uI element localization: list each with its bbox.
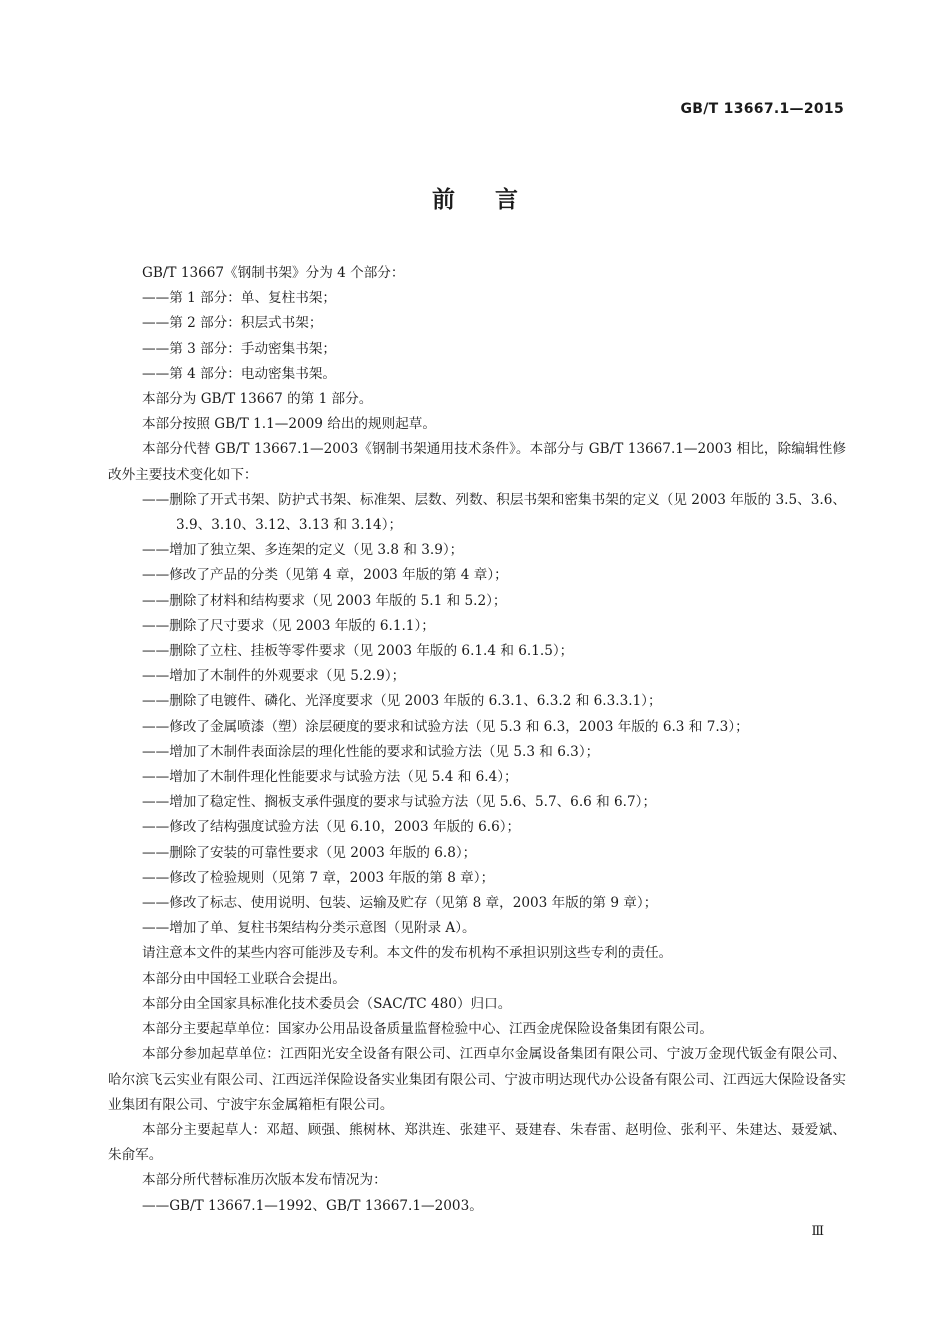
list-item: ——第 1 部分：单、复柱书架； bbox=[142, 290, 337, 307]
parts-intro: GB/T 13667《钢制书架》分为 4 个部分： bbox=[142, 265, 405, 281]
change-item: ——修改了标志、使用说明、包装、运输及贮存（见第 8 章，2003 年版的第 9 章）； bbox=[142, 895, 658, 912]
patent-notice: 请注意本文件的某些内容可能涉及专利。本文件的发布机构不承担识别这些专利的责任。 bbox=[142, 945, 673, 962]
change-item: ——增加了独立架、多连架的定义（见 3.8 和 3.9）； bbox=[142, 542, 464, 559]
this-part-statement: 本部分为 GB/T 13667 的第 1 部分。 bbox=[142, 391, 373, 408]
foreword-body bbox=[108, 261, 846, 1219]
change-item: ——增加了木制件的外观要求（见 5.2.9）； bbox=[142, 668, 406, 685]
list-item: ——第 3 部分：手动密集书架； bbox=[142, 340, 337, 357]
change-item: ——增加了木制件表面涂层的理化性能的要求和试验方法（见 5.3 和 6.3）； bbox=[142, 743, 600, 760]
history-intro: 本部分所代替标准历次版本发布情况为： bbox=[142, 1172, 387, 1189]
change-item: ——删除了尺寸要求（见 2003 年版的 6.1.1）； bbox=[142, 617, 435, 634]
change-item: ——删除了材料和结构要求（见 2003 年版的 5.1 和 5.2）； bbox=[142, 592, 507, 609]
change-item: ——增加了木制件理化性能要求与试验方法（见 5.4 和 6.4）； bbox=[142, 769, 518, 786]
history-item: ——GB/T 13667.1—1992、GB/T 13667.1—2003。 bbox=[142, 1197, 483, 1214]
change-item: ——删除了开式书架、防护式书架、标准架、层数、列数、积层书架和密集书架的定义（见 2003 年版的 3.5、3.6、3.9、3.10、3.12、3.13 和 3.14）； bbox=[142, 491, 846, 534]
change-item: ——修改了检验规则（见第 7 章，2003 年版的第 8 章）； bbox=[142, 869, 495, 886]
drafting-rules-statement: 本部分按照 GB/T 1.1—2009 给出的规则起草。 bbox=[142, 416, 436, 433]
change-item: ——增加了单、复柱书架结构分类示意图（见附录 A）。 bbox=[142, 920, 476, 937]
change-item: ——修改了结构强度试验方法（见 6.10，2003 年版的 6.6）； bbox=[142, 819, 521, 836]
list-item: ——第 2 部分：积层式书架； bbox=[142, 315, 323, 332]
proposed-by: 本部分由中国轻工业联合会提出。 bbox=[142, 970, 346, 987]
change-item: ——删除了电镀件、磷化、光泽度要求（见 2003 年版的 6.3.1、6.3.2 和 6.3.3.1）； bbox=[142, 693, 662, 710]
page-title: 前言 bbox=[432, 187, 558, 213]
main-drafters: 本部分主要起草人：邓超、顾强、熊树林、郑洪连、张建平、聂建春、朱春雷、赵明俭、张利平、朱建达、聂爱斌、朱俞军。 bbox=[108, 1121, 846, 1164]
change-item: ——删除了安装的可靠性要求（见 2003 年版的 6.8）； bbox=[142, 844, 477, 861]
participating-units: 本部分参加起草单位：江西阳光安全设备有限公司、江西卓尔金属设备集团有限公司、宁波万金现代钣金有限公司、哈尔滨飞云实业有限公司、江西远洋保险设备实业集团有限公司、宁波市明达现代办公设备有限公司、江西远大保险设备实业集团有限公司、宁波宇东金属箱柜有限公司。 bbox=[108, 1046, 846, 1113]
change-item: ——修改了产品的分类（见第 4 章，2003 年版的第 4 章）； bbox=[142, 567, 508, 584]
page-number: Ⅲ bbox=[811, 1224, 824, 1239]
replacement-statement: 本部分代替 GB/T 13667.1—2003《钢制书架通用技术条件》。本部分与 GB/T 13667.1—2003 相比，除编辑性修改外主要技术变化如下： bbox=[108, 441, 846, 483]
list-item: ——第 4 部分：电动密集书架。 bbox=[142, 365, 337, 382]
change-item: ——删除了立柱、挂板等零件要求（见 2003 年版的 6.1.4 和 6.1.5）； bbox=[142, 643, 574, 660]
change-item: ——增加了稳定性、搁板支承件强度的要求与试验方法（见 5.6、5.7、6.6 和 6.7）； bbox=[142, 794, 657, 811]
centralized-by: 本部分由全国家具标准化技术委员会（SAC/TC 480）归口。 bbox=[142, 995, 512, 1012]
main-drafting-units: 本部分主要起草单位：国家办公用品设备质量监督检验中心、江西金虎保险设备集团有限公司。 bbox=[142, 1021, 713, 1038]
change-item: ——修改了金属喷漆（塑）涂层硬度的要求和试验方法（见 5.3 和 6.3，2003 年版的 6.3 和 7.3）； bbox=[142, 718, 749, 735]
standard-number: GB/T 13667.1—2015 bbox=[680, 101, 844, 117]
